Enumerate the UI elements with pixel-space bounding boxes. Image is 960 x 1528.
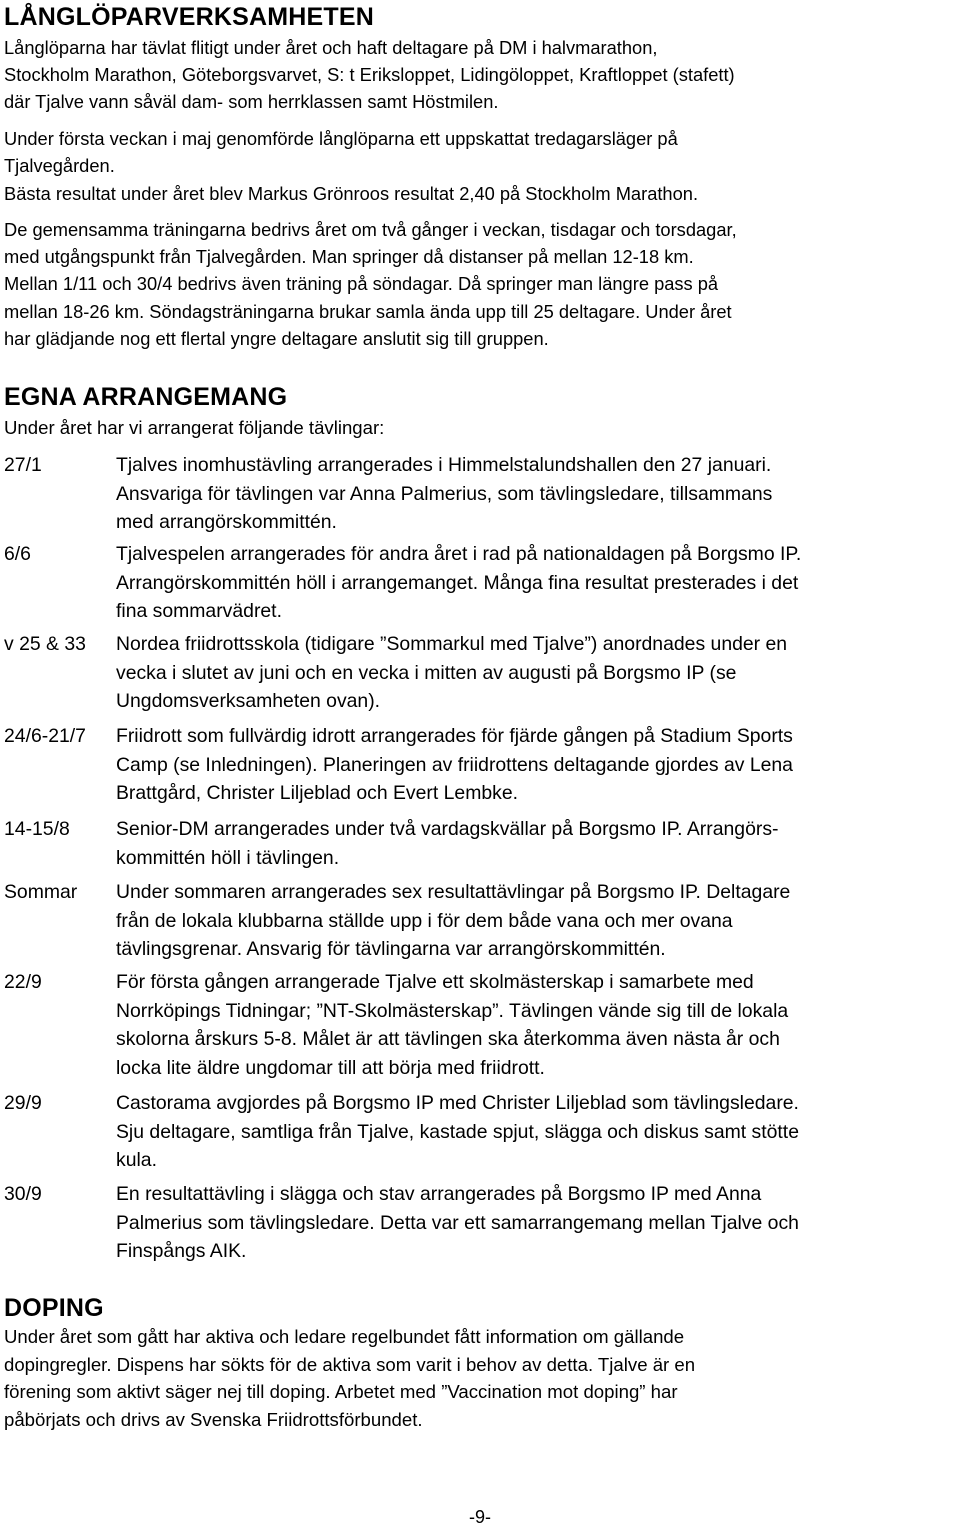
- event-description: Friidrott som fullvärdig idrott arrangerades för fjärde gången på Stadium Sports Camp (se Inledningen). Planeringen av friidrottens deltagande gjordes av Lena Brattgård, Christer Liljeblad och Evert Lembke.: [116, 725, 793, 804]
- section-heading-langlopning: LÅNGLÖPARVERKSAMHETEN: [4, 3, 374, 31]
- event-description: Under sommaren arrangerades sex resultattävlingar på Borgsmo IP. Deltagare från de lokala klubbarna ställde upp i för dem både vana och mer ovana tävlingsgrenar. Ansvarig för tävlingarna var arrangörskommittén.: [116, 881, 791, 960]
- paragraph-langlopning-camp: Under första veckan i maj genomförde långlöparna ett uppskattat tredagarsläger på Tjalvegården.: [4, 128, 678, 177]
- event-date: Sommar: [4, 881, 78, 903]
- paragraph-langlopning-competitions: Långlöparna har tävlat flitigt under året och haft deltagare på DM i halvmarathon, Stockholm Marathon, Göteborgsvarvet, S: t Eriksloppet, Lidingöloppet, Kraftloppet (stafett) där Tjalve vann såväl dam- som herrklassen samt Höstmilen.: [4, 37, 735, 113]
- event-description: Senior-DM arrangerades under två vardagskvällar på Borgsmo IP. Arrangörs- kommittén höll i tävlingen.: [116, 818, 779, 869]
- event-date: 30/9: [4, 1183, 42, 1205]
- section-heading-arrangemang: EGNA ARRANGEMANG: [4, 383, 288, 411]
- event-description: Tjalvespelen arrangerades för andra året i rad på nationaldagen på Borgsmo IP. Arrangörskommittén höll i arrangemanget. Många fina resultat presterades i det fina sommarvädret.: [116, 543, 802, 622]
- paragraph-langlopning-training: De gemensamma träningarna bedrivs året om två gånger i veckan, tisdagar och torsdagar, med utgångspunkt från Tjalvegården. Man springer då distanser på mellan 12-18 km. Mellan 1/11 och 30/4 bedrivs även träning på söndagar. Då springer man längre pass på mellan 18-26 km. Söndagsträningarna brukar samla ända upp till 25 deltagare. Under året har glädjande nog ett flertal yngre deltagare anslutit sig till gruppen.: [4, 219, 737, 349]
- section-heading-doping: DOPING: [4, 1294, 104, 1322]
- event-date: 27/1: [4, 454, 42, 476]
- event-description: En resultattävling i slägga och stav arrangerades på Borgsmo IP med Anna Palmerius som tävlingsledare. Detta var ett samarrangemang mellan Tjalve och Finspångs AIK.: [116, 1183, 799, 1262]
- event-description: Castorama avgjordes på Borgsmo IP med Christer Liljeblad som tävlingsledare. Sju deltagare, samtliga från Tjalve, kastade spjut, slägga och diskus samt stötte kula.: [116, 1092, 799, 1171]
- paragraph-doping: Under året som gått har aktiva och ledare regelbundet fått information om gällande dopingregler. Dispens har sökts för de aktiva som varit i behov av detta. Tjalve är en förening som aktivt säger nej till doping. Arbetet med ”Vaccination mot doping” har påbörjats och drivs av Svenska Friidrottsförbundet.: [4, 1326, 696, 1430]
- paragraph-langlopning-best-result: Bästa resultat under året blev Markus Grönroos resultat 2,40 på Stockholm Marathon.: [4, 183, 699, 204]
- event-description: För första gången arrangerade Tjalve ett skolmästerskap i samarbete med Norrköpings Tidningar; ”NT-Skolmästerskap”. Tävlingen vände sig till de lokala skolorna årskurs 5-8. Målet är att tävlingen ska återkomma även nästa år och locka lite äldre ungdomar till att börja med friidrott.: [116, 971, 789, 1079]
- event-description: Nordea friidrottsskola (tidigare ”Sommarkul med Tjalve”) anordnades under en vecka i slutet av juni och en vecka i mitten av augusti på Borgsmo IP (se Ungdomsverksamheten ovan).: [116, 633, 788, 712]
- paragraph-arrangemang-intro: Under året har vi arrangerat följande tävlingar:: [4, 417, 385, 438]
- event-date: v 25 & 33: [4, 633, 86, 655]
- page-number: -9-: [469, 1507, 491, 1527]
- event-date: 6/6: [4, 543, 31, 565]
- event-description: Tjalves inomhustävling arrangerades i Himmelstalundshallen den 27 januari. Ansvariga för tävlingen var Anna Palmerius, som tävlingsledare, tillsammans med arrangörskommittén.: [116, 454, 773, 533]
- event-date: 24/6-21/7: [4, 725, 86, 747]
- event-date: 14-15/8: [4, 818, 70, 840]
- event-date: 22/9: [4, 971, 42, 993]
- event-date: 29/9: [4, 1092, 42, 1114]
